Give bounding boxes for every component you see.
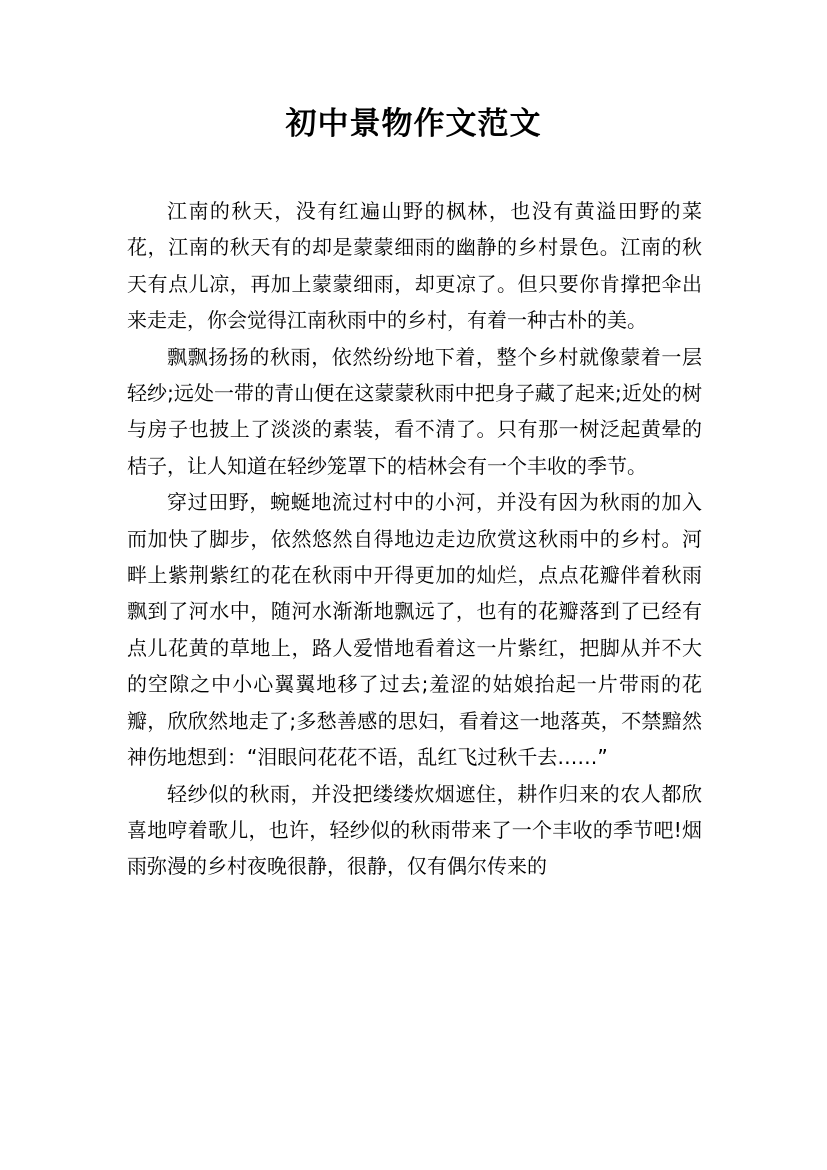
document-body: [127, 193, 702, 885]
paragraph-1: 江南的秋天，没有红遍山野的枫林，也没有黄溢田野的菜花，江南的秋天有的却是蒙蒙细雨的幽静的乡村景色。江南的秋天有点儿凉，再加上蒙蒙细雨，却更凉了。但只要你肯撑把伞出来走走，你会觉得江南秋雨中的乡村，有着一种古朴的美。: [127, 199, 702, 333]
paragraph-2: 飘飘扬扬的秋雨，依然纷纷地下着，整个乡村就像蒙着一层轻纱;远处一带的青山便在这蒙蒙秋雨中把身子藏了起来;近处的树与房子也披上了淡淡的素装，看不清了。只有那一树泛起黄晕的桔子，让人知道在轻纱笼罩下的桔林会有一个丰收的季节。: [127, 344, 702, 478]
paragraph-4: 轻纱似的秋雨，并没把缕缕炊烟遮住，耕作归来的农人都欣喜地哼着歌儿，也许，轻纱似的秋雨带来了一个丰收的季节吧!烟雨弥漫的乡村夜晚很静，很静，仅有偶尔传来的: [127, 781, 702, 879]
paragraph-3: 穿过田野，蜿蜒地流过村中的小河，并没有因为秋雨的加入而加快了脚步，依然悠然自得地边走边欣赏这秋雨中的乡村。河畔上紫荆紫红的花在秋雨中开得更加的灿烂，点点花瓣伴着秋雨飘到了河水中，随河水渐渐地飘远了，也有的花瓣落到了已经有点儿花黄的草地上，路人爱惜地看着这一片紫红，把脚从并不大的空隙之中小心翼翼地移了过去;羞涩的姑娘抬起一片带雨的花瓣，欣欣然地走了;多愁善感的思妇，看着这一地落英，不禁黯然神伤地想到：“泪眼问花花不语，乱红飞过秋千去……”: [127, 490, 702, 770]
document-title: 初中景物作文范文: [285, 106, 542, 142]
